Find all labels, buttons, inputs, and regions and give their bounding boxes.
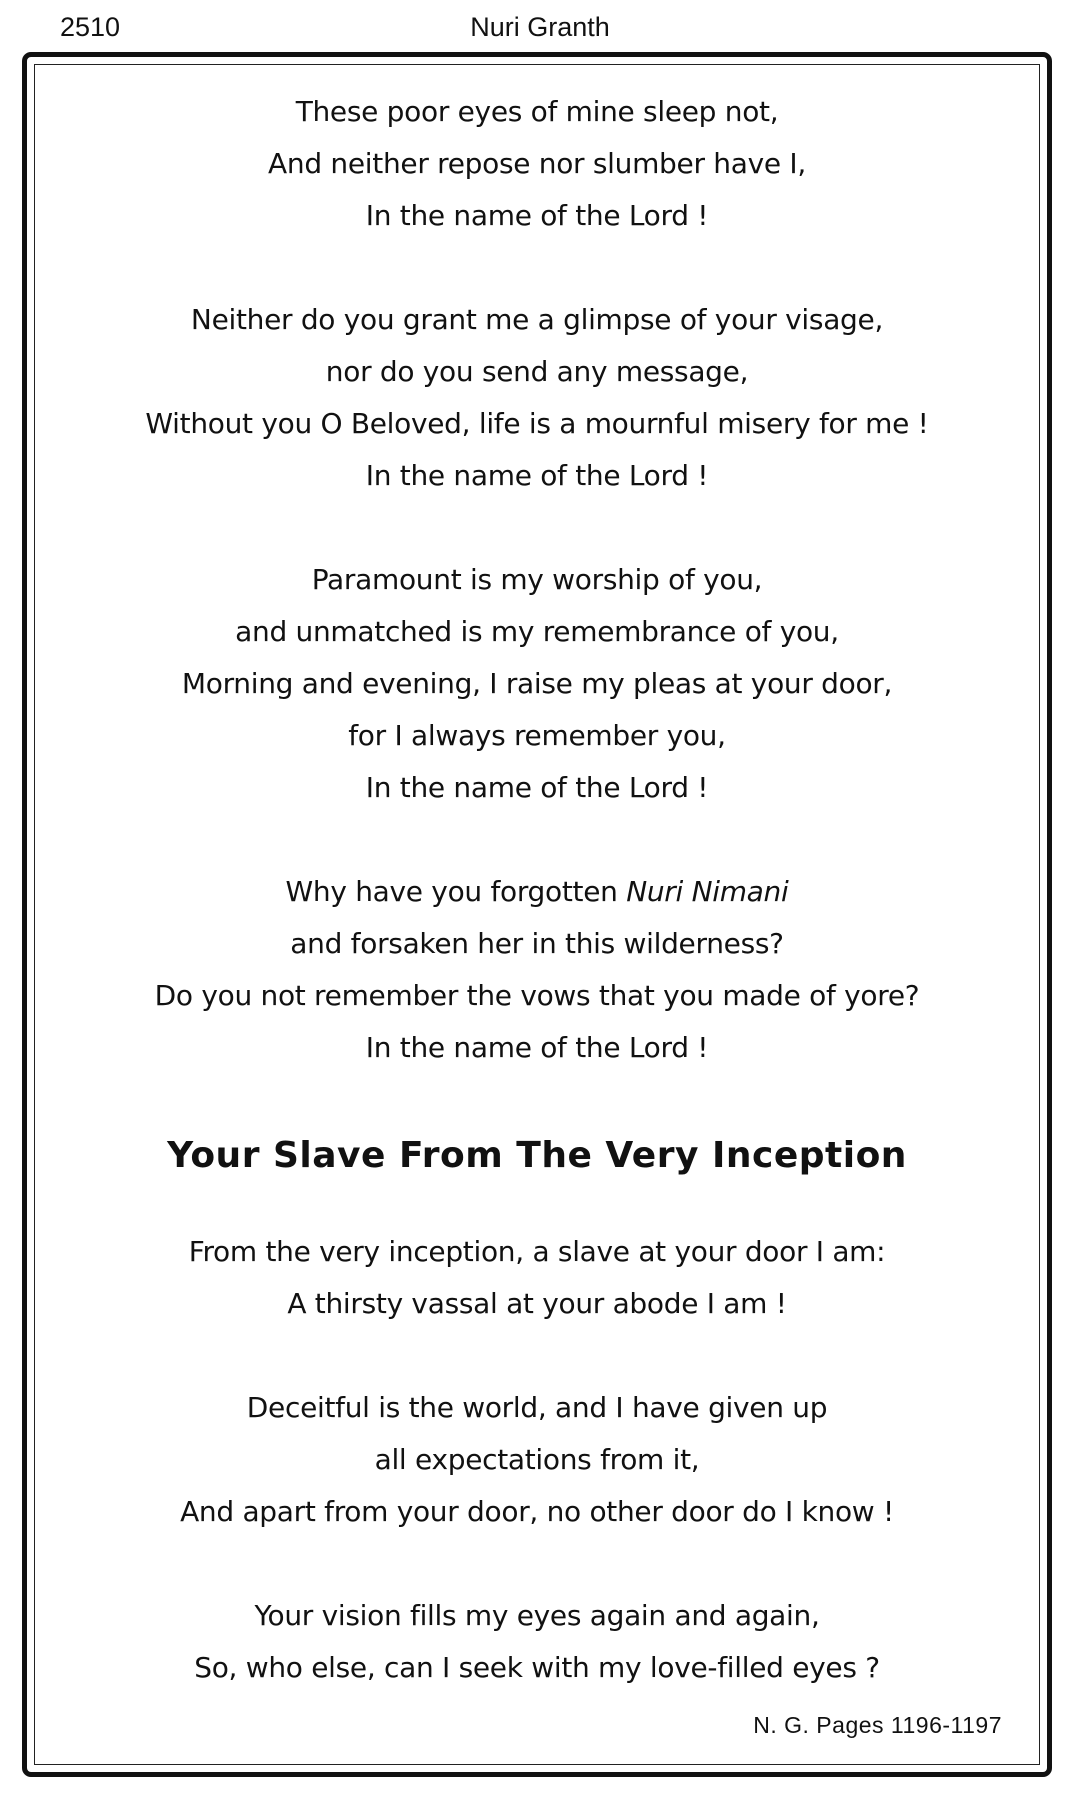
poem-line: A thirsty vassal at your abode I am !	[287, 1287, 787, 1320]
page-number: 2510	[60, 12, 121, 42]
poem-line: and forsaken her in this wilderness?	[290, 927, 784, 960]
poem-line: for I always remember you,	[348, 719, 726, 752]
poem-line: These poor eyes of mine sleep not,	[295, 95, 779, 128]
poem-line: all expectations from it,	[374, 1443, 700, 1476]
poet-name: Nuri Nimani	[626, 875, 789, 908]
line-text: Why have you forgotten	[285, 875, 627, 908]
poem-line: And neither repose nor slumber have I,	[268, 147, 806, 180]
stanza	[34, 294, 1040, 502]
poem-line: Without you O Beloved, life is a mournful misery for me !	[145, 407, 929, 440]
poem-line: In the name of the Lord !	[365, 771, 709, 804]
poem-line: And apart from your door, no other door do I know !	[180, 1495, 894, 1528]
poem-line: Do you not remember the vows that you made of yore?	[154, 979, 920, 1012]
poem-line: Your vision fills my eyes again and again,	[254, 1599, 820, 1632]
stanza	[34, 866, 1040, 1074]
poem-line: In the name of the Lord !	[365, 199, 709, 232]
poem-line: Neither do you grant me a glimpse of your visage,	[190, 303, 884, 336]
poem-line: and unmatched is my remembrance of you,	[235, 615, 839, 648]
page-reference: N. G. Pages 1196-1197	[753, 1712, 1002, 1738]
poem-line: From the very inception, a slave at your door I am:	[188, 1235, 886, 1268]
poem-2	[34, 1226, 1040, 1694]
book-title: Nuri Granth	[470, 12, 610, 42]
stanza	[34, 1590, 1040, 1694]
poem-line: Morning and evening, I raise my pleas at your door,	[181, 667, 893, 700]
poem-line: So, who else, can I seek with my love-filled eyes ?	[194, 1651, 880, 1684]
poem-title: Your Slave From The Very Inception	[167, 1135, 907, 1176]
poem-line: In the name of the Lord !	[365, 459, 709, 492]
poem-1	[34, 86, 1040, 1074]
stanza	[34, 554, 1040, 814]
page-header	[0, 8, 1080, 48]
stanza	[34, 86, 1040, 242]
poem-line: Deceitful is the world, and I have given up	[246, 1391, 828, 1424]
poem-line: nor do you send any message,	[325, 355, 749, 388]
poem-line: In the name of the Lord !	[365, 1031, 709, 1064]
poem-line	[34, 866, 1040, 918]
stanza	[34, 1226, 1040, 1330]
poem-line: Paramount is my worship of you,	[311, 563, 763, 596]
poem-content	[34, 86, 1040, 1746]
stanza	[34, 1382, 1040, 1538]
